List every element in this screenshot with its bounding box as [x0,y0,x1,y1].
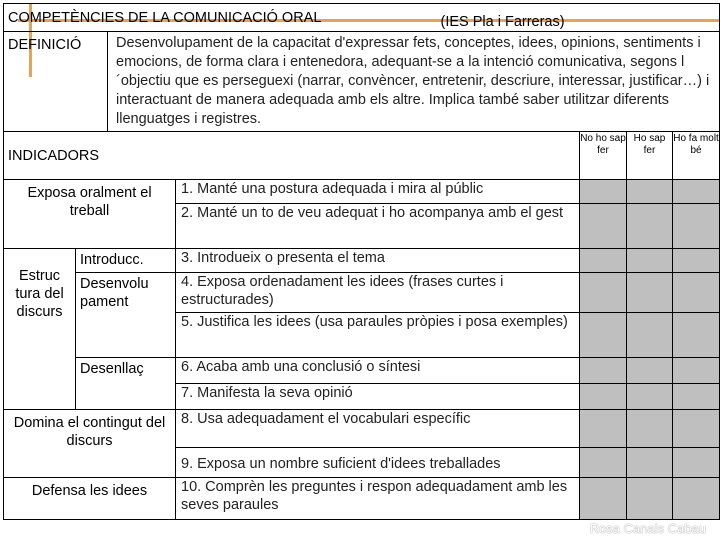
rating-cell[interactable] [580,358,627,384]
rating-cell[interactable] [627,384,673,410]
definition-text: Desenvolupament de la capacitat d'expressar fets, conceptes, idees, opinions, sentiments i emocions, de forma clara i entenedora, adequant-se a la intenció comunicativa, segons l´objectiu que es perseguexi (narrar, convèncer, entretenir, descriure, interessar, justificar…) i interactuant de manera adequada amb els altre. Implica també saber utilitzar diferents llenguatges i registres. [108,32,720,132]
rating-cell[interactable] [627,448,673,478]
category-defensa: Defensa les idees [4,478,176,520]
rating-cell[interactable] [627,273,673,313]
indicator-7: 7. Manifesta la seva opinió [176,384,580,410]
rating-cell[interactable] [580,410,627,448]
rating-cell[interactable] [580,313,627,358]
rating-cell[interactable] [673,273,720,313]
rating-cell[interactable] [580,448,627,478]
rating-cell[interactable] [673,448,720,478]
rating-cell[interactable] [673,204,720,249]
indicator-1: 1. Manté una postura adequada i mira al públic [176,180,580,204]
page-title: COMPETÈNCIES DE LA COMUNICACIÓ ORAL [8,9,322,26]
rating-cell[interactable] [673,249,720,273]
indicator-5: 5. Justifica les idees (usa paraules pròpies i posa exemples) [176,313,580,358]
rating-cell[interactable] [580,204,627,249]
subcategory-desenllac: Desenllaç [76,358,176,410]
rating-cell[interactable] [673,358,720,384]
category-estructura: Estruc tura del discurs [4,249,76,410]
indicators-label: INDICADORS [4,132,580,180]
rating-header-no-ho-sap-fer: No ho sap fer [580,132,627,180]
rating-cell[interactable] [673,410,720,448]
author-footer: Rosa Canals Cabau [589,521,706,536]
subcategory-introduccio: Introducc. [76,249,176,273]
subcategory-desenvolupament: Desenvolu pament [76,273,176,358]
rating-cell[interactable] [627,249,673,273]
category-domina: Domina el contingut del discurs [4,410,176,478]
rating-header-ho-sap-fer: Ho sap fer [627,132,673,180]
rating-cell[interactable] [580,384,627,410]
rating-cell[interactable] [580,249,627,273]
category-exposa: Exposa oralment el treball [4,180,176,249]
rating-cell[interactable] [580,180,627,204]
rating-cell[interactable] [627,358,673,384]
rating-cell[interactable] [673,313,720,358]
indicator-8: 8. Usa adequadament el vocabulari específic [176,410,580,448]
indicator-2: 2. Manté un to de veu adequat i ho acompanya amb el gest [176,204,580,249]
indicator-10: 10. Comprèn les preguntes i respon adequadament amb les seves paraules [176,478,580,520]
rating-cell[interactable] [627,410,673,448]
rating-cell[interactable] [580,273,627,313]
rubric-table [3,3,720,520]
title-row [4,4,720,32]
rating-cell[interactable] [627,478,673,520]
definition-label: DEFINICIÓ [4,32,108,132]
rating-cell[interactable] [627,180,673,204]
rating-cell[interactable] [627,204,673,249]
indicator-3: 3. Introdueix o presenta el tema [176,249,580,273]
rating-cell[interactable] [673,180,720,204]
rating-header-ho-fa-molt-be: Ho fa molt bé [673,132,720,180]
indicator-6: 6. Acaba amb una conclusió o síntesi [176,358,580,384]
indicator-9: 9. Exposa un nombre suficient d'idees treballades [176,448,580,478]
indicator-4: 4. Exposa ordenadament les idees (frases curtes i estructurades) [176,273,580,313]
rating-cell[interactable] [580,478,627,520]
rating-cell[interactable] [627,313,673,358]
rating-cell[interactable] [673,384,720,410]
rating-cell[interactable] [673,478,720,520]
school-name: (IES Pla i Farreras) [440,13,565,30]
